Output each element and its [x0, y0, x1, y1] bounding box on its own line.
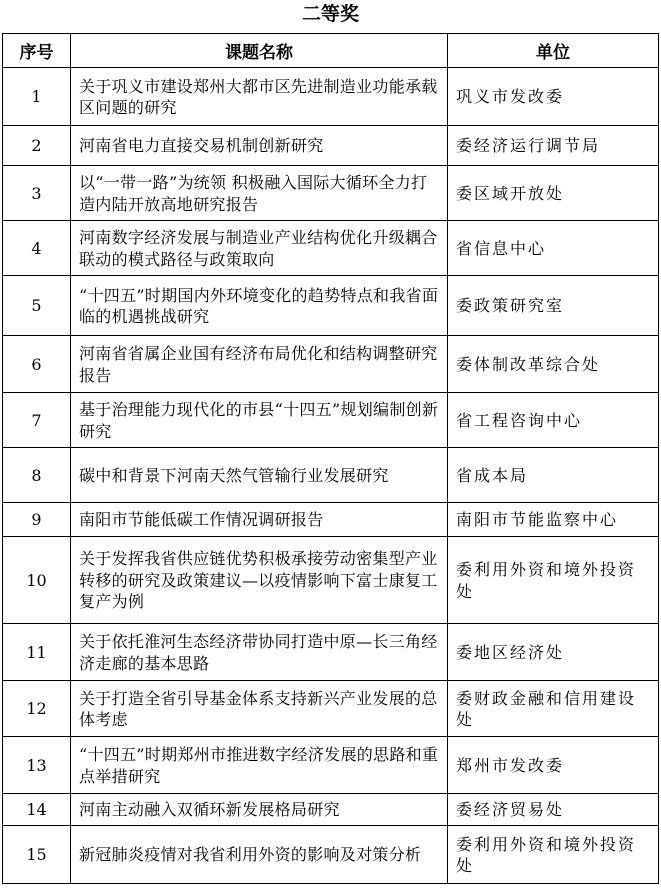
- table-row: [3, 68, 659, 126]
- awards-table: [2, 33, 659, 884]
- table-row: [3, 681, 659, 737]
- row-unit: 省成本局: [448, 448, 659, 503]
- row-index: 12: [3, 681, 71, 737]
- table-row: [3, 503, 659, 537]
- row-index: 6: [3, 336, 71, 393]
- row-index: 14: [3, 794, 71, 826]
- table-row: [3, 126, 659, 166]
- row-index: 5: [3, 276, 71, 336]
- row-unit: 委利用外资和境外投资处: [448, 826, 659, 884]
- row-unit: 委政策研究室: [448, 276, 659, 336]
- page-title: 二等奖: [301, 3, 359, 25]
- row-topic: 河南省省属企业国有经济布局优化和结构调整研究报告: [71, 336, 448, 393]
- row-index: 4: [3, 221, 71, 276]
- row-unit: 郑州市发改委: [448, 737, 659, 794]
- row-index: 10: [3, 537, 71, 624]
- row-topic: 碳中和背景下河南天然气管输行业发展研究: [71, 448, 448, 503]
- row-topic: “十四五”时期郑州市推进数字经济发展的思路和重点举措研究: [71, 737, 448, 794]
- table-row: [3, 826, 659, 884]
- row-unit: 委经济运行调节局: [448, 126, 659, 166]
- row-index: 7: [3, 393, 71, 448]
- table-row: [3, 336, 659, 393]
- row-topic: 关于巩义市建设郑州大都市区先进制造业功能承载区问题的研究: [71, 68, 448, 126]
- row-topic: 关于打造全省引导基金体系支持新兴产业发展的总体考虑: [71, 681, 448, 737]
- row-topic: 河南数字经济发展与制造业产业结构优化升级耦合联动的模式路径与政策取向: [71, 221, 448, 276]
- row-unit: 省信息中心: [448, 221, 659, 276]
- row-topic: 河南省电力直接交易机制创新研究: [71, 126, 448, 166]
- row-unit: 委财政金融和信用建设处: [448, 681, 659, 737]
- table-row: [3, 624, 659, 681]
- table-row: [3, 794, 659, 826]
- row-unit: 委地区经济处: [448, 624, 659, 681]
- row-unit: 委区域开放处: [448, 166, 659, 221]
- row-topic: 关于发挥我省供应链优势积极承接劳动密集型产业转移的研究及政策建议—以疫情影响下富士康复工复产为例: [71, 537, 448, 624]
- table-row: [3, 737, 659, 794]
- row-topic: 基于治理能力现代化的市县“十四五”规划编制创新研究: [71, 393, 448, 448]
- row-unit: 委利用外资和境外投资处: [448, 537, 659, 624]
- header-index: 序号: [3, 34, 71, 68]
- table-row: [3, 221, 659, 276]
- row-topic: 新冠肺炎疫情对我省利用外资的影响及对策分析: [71, 826, 448, 884]
- row-unit: 南阳市节能监察中心: [448, 503, 659, 537]
- row-unit: 委体制改革综合处: [448, 336, 659, 393]
- table-header-row: [3, 34, 659, 68]
- table-row: [3, 537, 659, 624]
- row-topic: 河南主动融入双循环新发展格局研究: [71, 794, 448, 826]
- row-unit: 省工程咨询中心: [448, 393, 659, 448]
- row-topic: 南阳市节能低碳工作情况调研报告: [71, 503, 448, 537]
- header-unit: 单位: [448, 34, 659, 68]
- row-index: 15: [3, 826, 71, 884]
- row-unit: 巩义市发改委: [448, 68, 659, 126]
- header-topic: 课题名称: [71, 34, 448, 68]
- table-row: [3, 448, 659, 503]
- row-index: 3: [3, 166, 71, 221]
- row-topic: 关于依托淮河生态经济带协同打造中原—长三角经济走廊的基本思路: [71, 624, 448, 681]
- row-index: 9: [3, 503, 71, 537]
- table-row: [3, 393, 659, 448]
- row-index: 2: [3, 126, 71, 166]
- row-topic: 以“一带一路”为统领 积极融入国际大循环全力打造内陆开放高地研究报告: [71, 166, 448, 221]
- table-row: [3, 276, 659, 336]
- row-index: 13: [3, 737, 71, 794]
- table-row: [3, 166, 659, 221]
- row-topic: “十四五”时期国内外环境变化的趋势特点和我省面临的机遇挑战研究: [71, 276, 448, 336]
- row-index: 11: [3, 624, 71, 681]
- row-index: 8: [3, 448, 71, 503]
- row-index: 1: [3, 68, 71, 126]
- table-body: [3, 68, 659, 884]
- row-unit: 委经济贸易处: [448, 794, 659, 826]
